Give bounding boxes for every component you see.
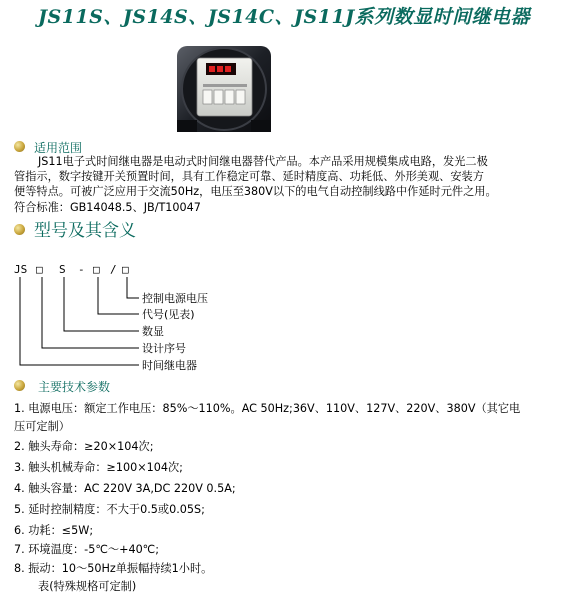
spec-item: 8. 振动：10～50Hz单振幅持续1小时。 xyxy=(14,562,213,575)
scope-line: 管指示，数字按键开关预置时间，具有工作稳定可靠、延时精度高、功耗低、外形美观、安装方 xyxy=(14,170,484,183)
section-heading-scope: 适用范围 xyxy=(34,141,83,155)
section-heading-model: 型号及其含义 xyxy=(34,221,136,241)
model-label-serial: 设计序号 xyxy=(142,342,186,355)
spec-item: 6. 功耗：≤5W; xyxy=(14,524,94,537)
bullet-icon xyxy=(14,380,25,391)
spec-item: 4. 触头容量：AC 220V 3A,DC 220V 0.5A; xyxy=(14,482,236,495)
model-code-box: □ xyxy=(122,263,129,276)
scope-line: 便等特点。可被广泛应用于交流50Hz，电压至380V以下的电气自动控制线路中作延时元件之用。 xyxy=(14,185,497,198)
spec-item: 1. 电源电压：额定工作电压：85%～110%。AC 50Hz;36V、110V、127V、220V、380V（其它电 xyxy=(14,402,521,415)
bullet-icon xyxy=(14,224,25,235)
section-heading-specs: 主要技术参数 xyxy=(38,380,111,394)
model-label-code: 代号(见表) xyxy=(142,308,195,321)
model-code-box: □ xyxy=(36,263,43,276)
model-code-diagram xyxy=(14,258,254,376)
spec-item: 5. 延时控制精度：不大于0.5或0.05S; xyxy=(14,503,205,516)
model-code-slash: / xyxy=(110,263,117,276)
model-code-dash: - xyxy=(78,263,85,276)
bullet-icon xyxy=(14,141,25,152)
scope-line: JS11电子式时间继电器是电动式时间继电器替代产品。本产品采用规模集成电路，发光二极 xyxy=(38,155,488,168)
relay-product-image xyxy=(173,40,275,136)
scope-standard: 符合标准：GB14048.5、JB/T10047 xyxy=(14,201,201,214)
model-code-s: S xyxy=(59,263,66,276)
spec-footnote: 表(特殊规格可定制) xyxy=(38,580,137,593)
page-title: JS11S、JS14S、JS14C、JS11J系列数显时间继电器 xyxy=(38,6,531,28)
model-label-digital: 数显 xyxy=(142,325,164,338)
model-label-relay: 时间继电器 xyxy=(142,359,197,372)
model-label-voltage: 控制电源电压 xyxy=(142,292,208,305)
model-code-box: □ xyxy=(93,263,100,276)
spec-item: 2. 触头寿命：≥20×104次; xyxy=(14,440,154,453)
spec-item: 压可定制） xyxy=(14,420,70,433)
spec-item: 3. 触头机械寿命：≥100×104次; xyxy=(14,461,183,474)
spec-item: 7. 环境温度：-5℃～+40℃; xyxy=(14,543,160,556)
model-code-prefix: JS xyxy=(14,263,28,276)
